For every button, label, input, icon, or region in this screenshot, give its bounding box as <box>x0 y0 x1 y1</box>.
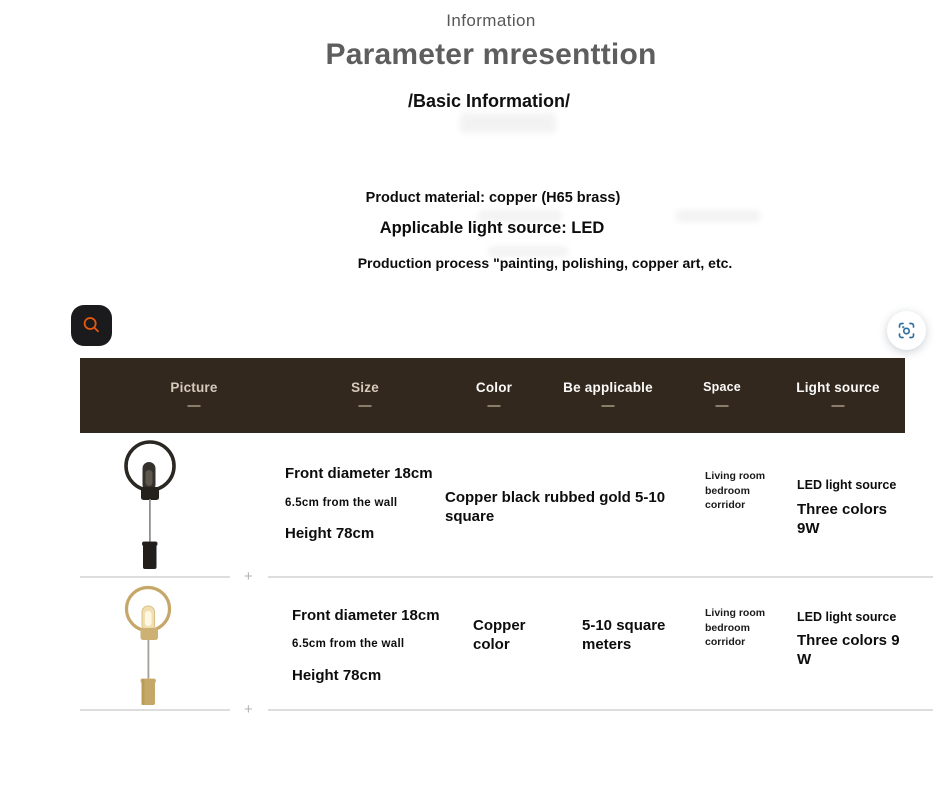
row1-color: Copper black rubbed gold 5-10 square <box>445 489 666 525</box>
search-button[interactable] <box>71 305 112 346</box>
column-header-picture: Picture <box>170 380 218 395</box>
page-title: Parameter mresenttion <box>325 38 657 71</box>
magnifier-icon <box>78 312 105 339</box>
divider-plus-marker: + <box>244 701 253 718</box>
row1-space: Living room bedroom corridor <box>705 470 766 511</box>
row2-size-diameter: Front diameter 18cm <box>292 607 440 624</box>
row2-light-type: LED light source <box>797 610 897 624</box>
info-process: Production process "painting, polishing, copper art, etc. <box>357 255 733 271</box>
header-dash <box>188 405 201 407</box>
column-header-space: Space <box>703 380 741 394</box>
camera-scan-icon <box>896 320 917 341</box>
column-header-be-applicable: Be applicable <box>563 380 653 395</box>
header-dash <box>832 405 845 407</box>
watermark-smudge <box>676 210 760 222</box>
row-divider <box>268 709 933 711</box>
image-search-button[interactable] <box>887 311 926 350</box>
header-dash <box>359 405 372 407</box>
info-light-source: Applicable light source: LED <box>379 219 605 237</box>
row2-light-power: Three colors 9 W <box>797 632 900 668</box>
column-header-color: Color <box>475 380 513 395</box>
row1-size-wall-distance: 6.5cm from the wall <box>285 497 398 509</box>
section-subtitle: /Basic Information/ <box>407 91 571 111</box>
row2-be-applicable: 5-10 square meters <box>582 617 666 653</box>
row1-light-power: Three colors 9W <box>797 501 888 537</box>
header-dash <box>602 405 615 407</box>
row2-size-wall-distance: 6.5cm from the wall <box>292 638 405 650</box>
section-eyebrow: Information <box>446 11 536 30</box>
row2-color: Copper color <box>473 617 526 653</box>
divider-plus-marker: + <box>244 568 253 585</box>
column-header-size: Size <box>351 380 379 395</box>
header-dash <box>716 405 729 407</box>
row2-size-height: Height 78cm <box>292 667 382 684</box>
column-header-light-source: Light source <box>796 380 880 395</box>
info-material: Product material: copper (H65 brass) <box>365 190 621 206</box>
row-divider <box>80 709 230 711</box>
row1-size-diameter: Front diameter 18cm <box>285 465 433 482</box>
row2-space: Living room bedroom corridor <box>705 607 766 648</box>
row1-light-type: LED light source <box>797 478 897 492</box>
product-image-black-lamp <box>105 436 200 576</box>
product-image-gold-lamp <box>105 583 200 713</box>
table-header <box>80 358 905 433</box>
row1-size-height: Height 78cm <box>285 525 375 542</box>
watermark-smudge <box>460 113 556 133</box>
row-divider <box>80 576 230 578</box>
row-divider <box>268 576 933 578</box>
header-dash <box>488 405 501 407</box>
